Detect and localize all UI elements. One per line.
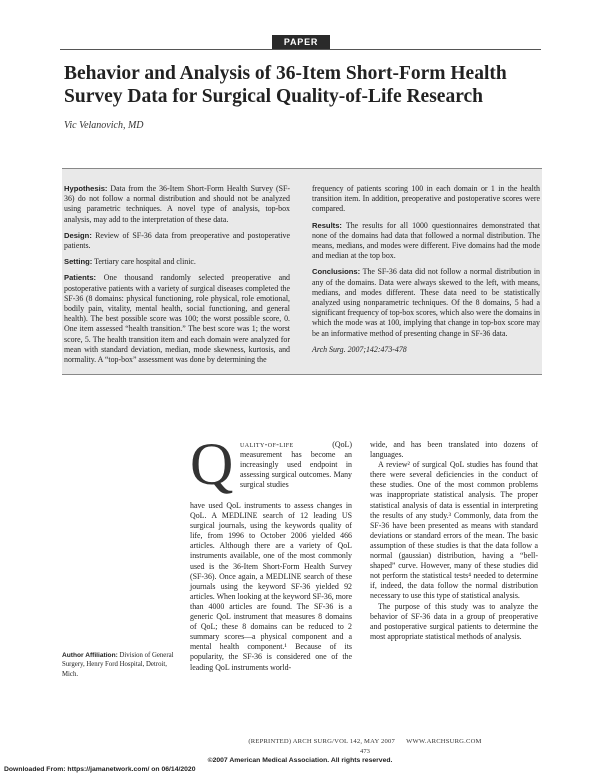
lead-small-caps: uality-of-life <box>240 440 294 449</box>
patients-text: One thousand randomly selected preoperative and postoperative patients with a variety of surgical diseases completed the SF-36 (8 domains: physical functioning, role physical, role emotional, bodily pain, vitality, mental health, social functioning, and general health). The best possible score was 100; the worst possible score, 0. One item assessed “health transition.” The best score was 1; the worst score, 5. The health transition item and each domain were analyzed for mean with standard deviation, median, mode skewness, kurtosis, and normality. A “top-box” assessment was done by determining the <box>64 273 290 365</box>
header-rule <box>60 49 541 50</box>
patients-text-continued: frequency of patients scoring 100 in each domain or 1 in the health transition item. In addition, preoperative and postoperative scores were compared. <box>312 184 540 214</box>
intro-paragraph: have used QoL instruments to assess changes in QoL. A MEDLINE search of 12 leading US surgical journals, using the keywords quality of life, from 1996 to October 2006 yielded 466 articles. Although there are a variety of QoL instruments available, one of the most commonly used is the 36-Item Short-Form Health Survey (SF-36). Once again, a MEDLINE search of these journals using the keyword SF-36 yielded 92 articles. When looking at the keyword SF-36, more than 4000 articles are found. The SF-36 is a generic QoL instrument that measures 8 domains of QoL; these 8 domains can be reduced to 2 summary scores—a physical component and a mental health component.¹ Because of its popularity, the SF-36 is considered one of the leading QoL instruments world- <box>190 501 352 672</box>
setting-label: Setting: <box>64 257 93 267</box>
paper-tag: PAPER <box>272 35 330 49</box>
affiliation-label: Author Affiliation: <box>62 652 118 659</box>
setting-text: Tertiary care hospital and clinic. <box>94 257 196 267</box>
copyright-notice: ©2007 American Medical Association. All rights reserved. <box>207 757 393 764</box>
design-label: Design: <box>64 230 92 240</box>
abstract-left-column <box>64 184 290 365</box>
article-author: Vic Velanovich, MD <box>64 120 144 131</box>
body-right-column <box>370 440 538 642</box>
hypothesis-label: Hypothesis: <box>64 184 108 193</box>
patients-label: Patients: <box>64 273 97 283</box>
article-title: Behavior and Analysis of 36-Item Short-Form Health Survey Data for Surgical Quality-of-Life Research <box>64 63 507 107</box>
intro-lead <box>240 440 352 490</box>
footer-website: WWW.ARCHSURG.COM <box>406 738 482 745</box>
citation: Arch Surg. 2007;142:473-478 <box>312 344 407 354</box>
intro-paragraph-end: wide, and has been translated into dozens of languages. <box>370 440 538 460</box>
drop-cap: Q <box>190 431 234 497</box>
body-left-column <box>190 501 352 673</box>
lead-text: (QoL) measurement has become an increasingly used endpoint in assessing surgical outcomes. Many surgical studies <box>240 440 352 490</box>
conclusions-text: The SF-36 data did not follow a normal distribution in any of the domains. Data were always skewed to the left, with means, medians, and modes different. These data need to be statistically analyzed using nonparametric techniques. Of the 8 domains, 5 had a significant frequency of top-box scores, which also were the domains in which the mode was at 100, implying that change in top-box score may be an informative method of presenting change in SF-36 data. <box>312 267 540 338</box>
results-label: Results: <box>312 220 342 230</box>
design-text: Review of SF-36 data from preoperative and postoperative patients. <box>64 230 290 251</box>
running-footer <box>190 738 540 745</box>
page-number: 473 <box>360 748 370 755</box>
review-paragraph: A review² of surgical QoL studies has found that there were several deficiencies in the conduct of these studies. One of the most common problems was inappropriate statistical analysis. The proper statistical analysis of data is essential in interpreting the results of any study.³ Commonly, data from the SF-36 have been presented as means with standard deviations or standard errors of the mean. The basic assumption of these studies is that the data follow a normal (gaussian) distribution, having a “bell-shaped” curve. However, many of these studies did not perform the statistical tests⁴ needed to determine if, indeed, the data follow the normal distribution necessary to use this type of statistical analysis. <box>370 460 538 601</box>
conclusions-label: Conclusions: <box>312 267 361 277</box>
purpose-paragraph: The purpose of this study was to analyze the behavior of SF-36 data in a group of preoperative and postoperative surgical patients to determine the most appropriate statistical methods of analysis. <box>370 601 538 641</box>
hypothesis-text: Data from the 36-Item Short-Form Health Survey (SF-36) do not follow a normal distribution and should not be analyzed using parametric techniques. A novel type of analysis, top-box analysis, may add to the interpretation of these data. <box>64 184 290 224</box>
author-affiliation <box>62 651 174 679</box>
download-notice: Downloaded From: https://jamanetwork.com/ on 06/14/2020 <box>4 766 196 773</box>
results-text: The results for all 1000 questionnaires demonstrated that none of the domains had data that followed a normal distribution. The means, medians, and modes were different. Five domains had the mode and median at the top box. <box>312 220 540 261</box>
footer-journal: (REPRINTED) ARCH SURG/VOL 142, MAY 2007 <box>248 738 396 745</box>
abstract-right-column <box>312 184 540 355</box>
affiliation-text: Division of General Surgery, Henry Ford Hospital, Detroit, Mich. <box>62 652 174 678</box>
